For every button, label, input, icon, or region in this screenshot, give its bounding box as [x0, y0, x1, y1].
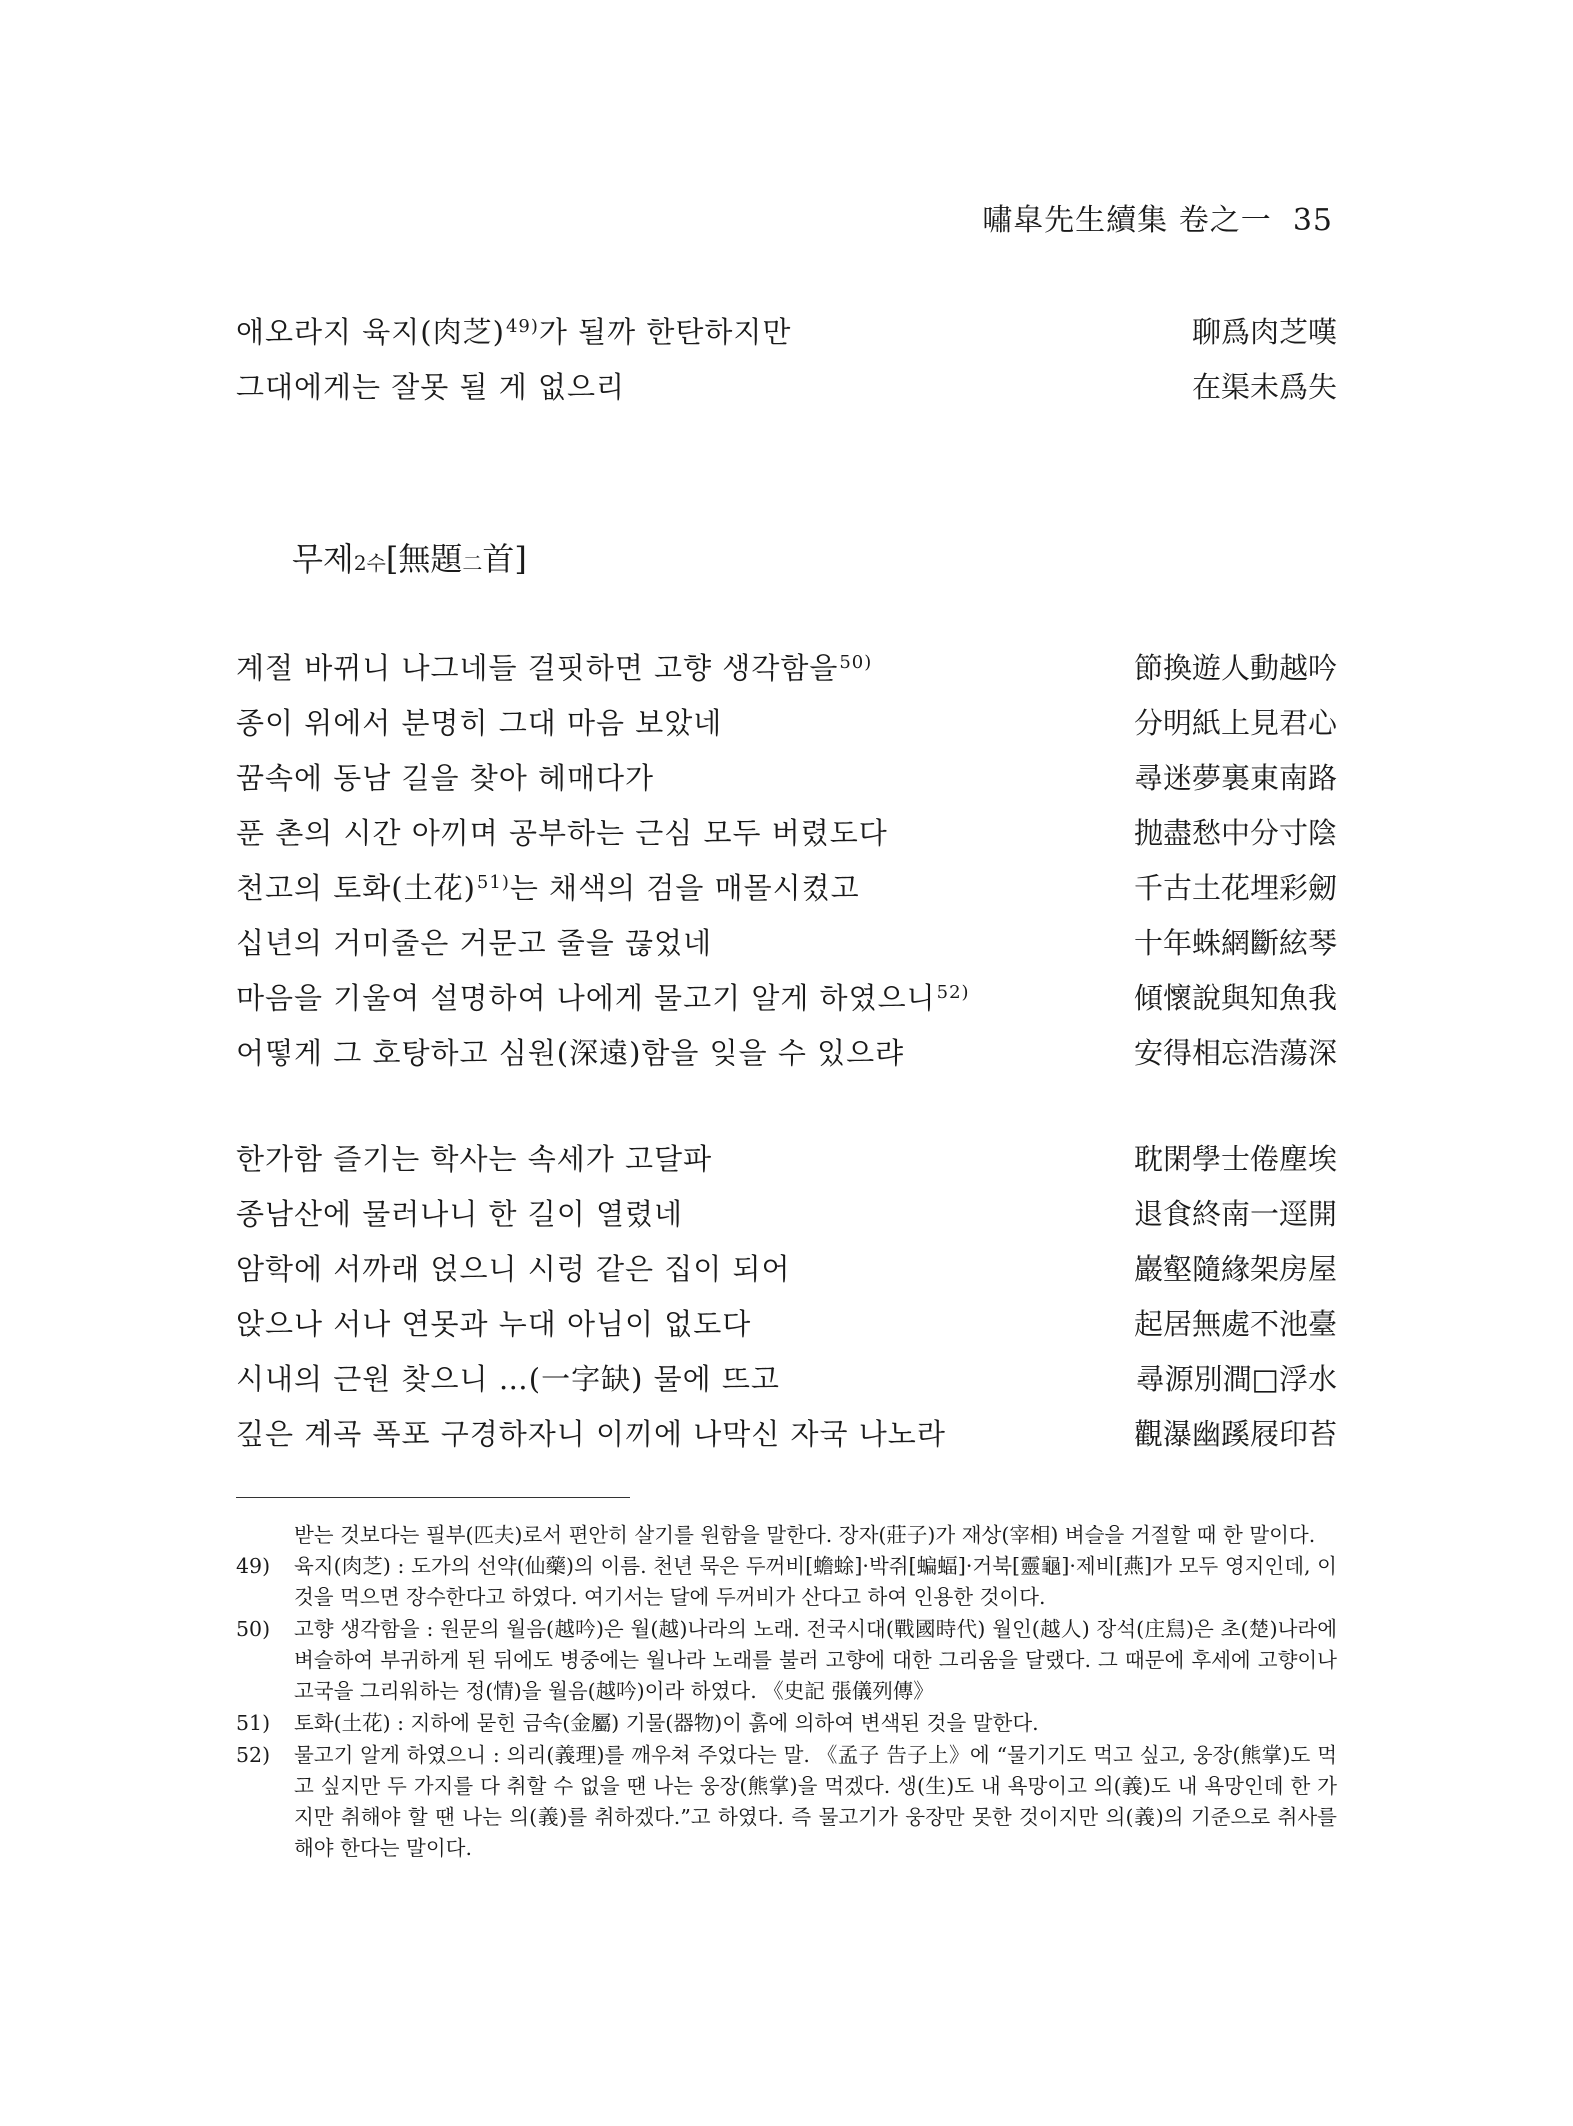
korean-verse: 천고의 토화(土花)$^{51)}$는 채색의 검을 매몰시켰고 [236, 871, 860, 905]
korean-verse: 꿈속에 동남 길을 찾아 헤매다가 [236, 761, 655, 795]
running-header [982, 195, 1333, 239]
section-title: 무제2수[無題二首] [292, 540, 527, 578]
poem-line [236, 310, 1337, 365]
korean-verse: 그대에게는 잘못 될 게 없으리 [236, 370, 626, 404]
chinese-verse: 節換遊人動越吟 [1133, 651, 1337, 685]
poem-line [236, 866, 1337, 921]
running-title: 嘯皐先生續集 卷之一 [982, 203, 1272, 238]
footnote-51 [236, 1708, 1337, 1739]
footnote-text: 육지(肉芝) : 도가의 선약(仙藥)의 이름. 천년 묵은 두꺼비[蟾蜍]·박쥐[蝙蝠]·거북[靈龜]·제비[燕]가 모두 영지인데, 이것을 먹으면 장수한다고 하였다. 여기서는 달에 두꺼비가 산다고 하여 인용한 것이다. [294, 1554, 1337, 1609]
poem-first [236, 646, 1337, 1086]
chinese-verse: 千古土花埋彩劒 [1133, 871, 1337, 905]
footnote-number: 51) [236, 1711, 271, 1735]
poem-line [236, 1412, 1337, 1467]
chinese-verse: 耽閑學士倦塵埃 [1133, 1142, 1337, 1176]
poem-line [236, 1247, 1337, 1302]
page-number: 35 [1292, 203, 1333, 238]
poem-line [236, 921, 1337, 976]
chinese-verse: 傾懷說與知魚我 [1133, 981, 1337, 1015]
korean-verse: 계절 바뀌니 나그네들 걸핏하면 고향 생각함을$^{50)}$ [236, 651, 873, 685]
footnote-50 [236, 1614, 1337, 1707]
korean-verse: 한가함 즐기는 학사는 속세가 고달파 [236, 1142, 713, 1176]
footnote-text: 토화(土花) : 지하에 묻힌 금속(金屬) 기물(器物)이 흙에 의하여 변색된 것을 말한다. [294, 1711, 1039, 1735]
korean-verse: 애오라지 육지(肉芝)$^{49)}$가 될까 한탄하지만 [236, 315, 792, 349]
poem-line [236, 1192, 1337, 1247]
poem-line [236, 756, 1337, 811]
korean-verse: 종이 위에서 분명히 그대 마음 보았네 [236, 706, 723, 740]
poem-line [236, 1137, 1337, 1192]
korean-verse: 마음을 기울여 설명하여 나에게 물고기 알게 하였으니$^{52)}$ [236, 981, 970, 1015]
footnote-continued-text: 받는 것보다는 필부(匹夫)로서 편안히 살기를 원함을 말한다. 장자(莊子)가 재상(宰相) 벼슬을 거절할 때 한 말이다. [294, 1523, 1316, 1547]
chinese-verse: 分明紙上見君心 [1133, 706, 1337, 740]
korean-verse: 깊은 계곡 폭포 구경하자니 이끼에 나막신 자국 나노라 [236, 1417, 946, 1451]
chinese-verse: 巖壑隨緣架房屋 [1133, 1252, 1337, 1286]
korean-verse: 십년의 거미줄은 거문고 줄을 끊었네 [236, 926, 713, 960]
korean-verse: 어떻게 그 호탕하고 심원(深遠)함을 잊을 수 있으랴 [236, 1036, 905, 1070]
poem-continuation [236, 310, 1337, 420]
korean-verse: 푼 촌의 시간 아끼며 공부하는 근심 모두 버렸도다 [236, 816, 888, 850]
poem-line [236, 646, 1337, 701]
korean-verse: 앉으나 서나 연못과 누대 아님이 없도다 [236, 1307, 752, 1341]
footnote-ref: 49) [505, 316, 539, 337]
korean-verse: 종남산에 물러나니 한 길이 열렸네 [236, 1197, 684, 1231]
chinese-verse: 觀瀑幽蹊屐印苔 [1133, 1417, 1337, 1451]
chinese-verse: 十年蛛網斷絃琴 [1133, 926, 1337, 960]
chinese-verse: 在渠未爲失 [1191, 370, 1337, 404]
poem-line [236, 701, 1337, 756]
footnote-text: 고향 생각함을 : 원문의 월음(越吟)은 월(越)나라의 노래. 전국시대(戰國時代) 월인(越人) 장석(庄舃)은 초(楚)나라에 벼슬하여 부귀하게 된 뒤에도 병중에는 월나라 노래를 불러 고향에 대한 그리움을 달랬다. 그 때문에 후세에 고향이나 고국을 그리워하는 정(情)을 월음(越吟)이라 하였다. 《史記 張儀列傳》 [294, 1617, 1337, 1703]
footnote-number: 50) [236, 1617, 271, 1641]
footnote-number: 49) [236, 1554, 271, 1578]
footnote-49 [236, 1551, 1337, 1613]
korean-verse: 암학에 서까래 얹으니 시렁 같은 집이 되어 [236, 1252, 791, 1286]
chinese-verse: 退食終南一逕開 [1133, 1197, 1337, 1231]
footnotes [236, 1520, 1337, 1865]
footnote-ref: 52) [936, 982, 970, 1003]
poem-line [236, 811, 1337, 866]
chinese-verse: 安得相忘浩蕩深 [1133, 1036, 1337, 1070]
chinese-verse: 尋源別澗□浮水 [1135, 1362, 1337, 1396]
poem-line [236, 1302, 1337, 1357]
chinese-verse: 聊爲肉芝嘆 [1191, 315, 1337, 349]
poem-line [236, 365, 1337, 420]
chinese-verse: 抛盡愁中分寸陰 [1133, 816, 1337, 850]
chinese-verse: 尋迷夢裏東南路 [1133, 761, 1337, 795]
poem-line [236, 1357, 1337, 1412]
poem-line [236, 976, 1337, 1031]
footnote-ref: 50) [839, 652, 873, 673]
footnote-52 [236, 1740, 1337, 1864]
footnote-ref: 51) [476, 872, 510, 893]
footnote-text: 물고기 알게 하였으니 : 의리(義理)를 깨우쳐 주었다는 말. 《孟子 告子上》에 “물기기도 먹고 싶고, 웅장(熊掌)도 먹고 싶지만 두 가지를 다 취할 수 없을 땐 나는 웅장(熊掌)을 먹겠다. 생(生)도 내 욕망이고 의(義)도 내 욕망인데 한 가지만 취해야 할 땐 나는 의(義)를 취하겠다.”고 하였다. 즉 물고기가 웅장만 못한 것이지만 의(義)의 기준으로 취사를 해야 한다는 말이다. [294, 1743, 1337, 1860]
footnote-divider [236, 1497, 630, 1498]
korean-verse: 시내의 근원 찾으니 …(一字缺) 물에 뜨고 [236, 1362, 780, 1396]
footnote-number: 52) [236, 1743, 271, 1767]
poem-line [236, 1031, 1337, 1086]
chinese-verse: 起居無處不池臺 [1133, 1307, 1337, 1341]
poem-second [236, 1137, 1337, 1467]
